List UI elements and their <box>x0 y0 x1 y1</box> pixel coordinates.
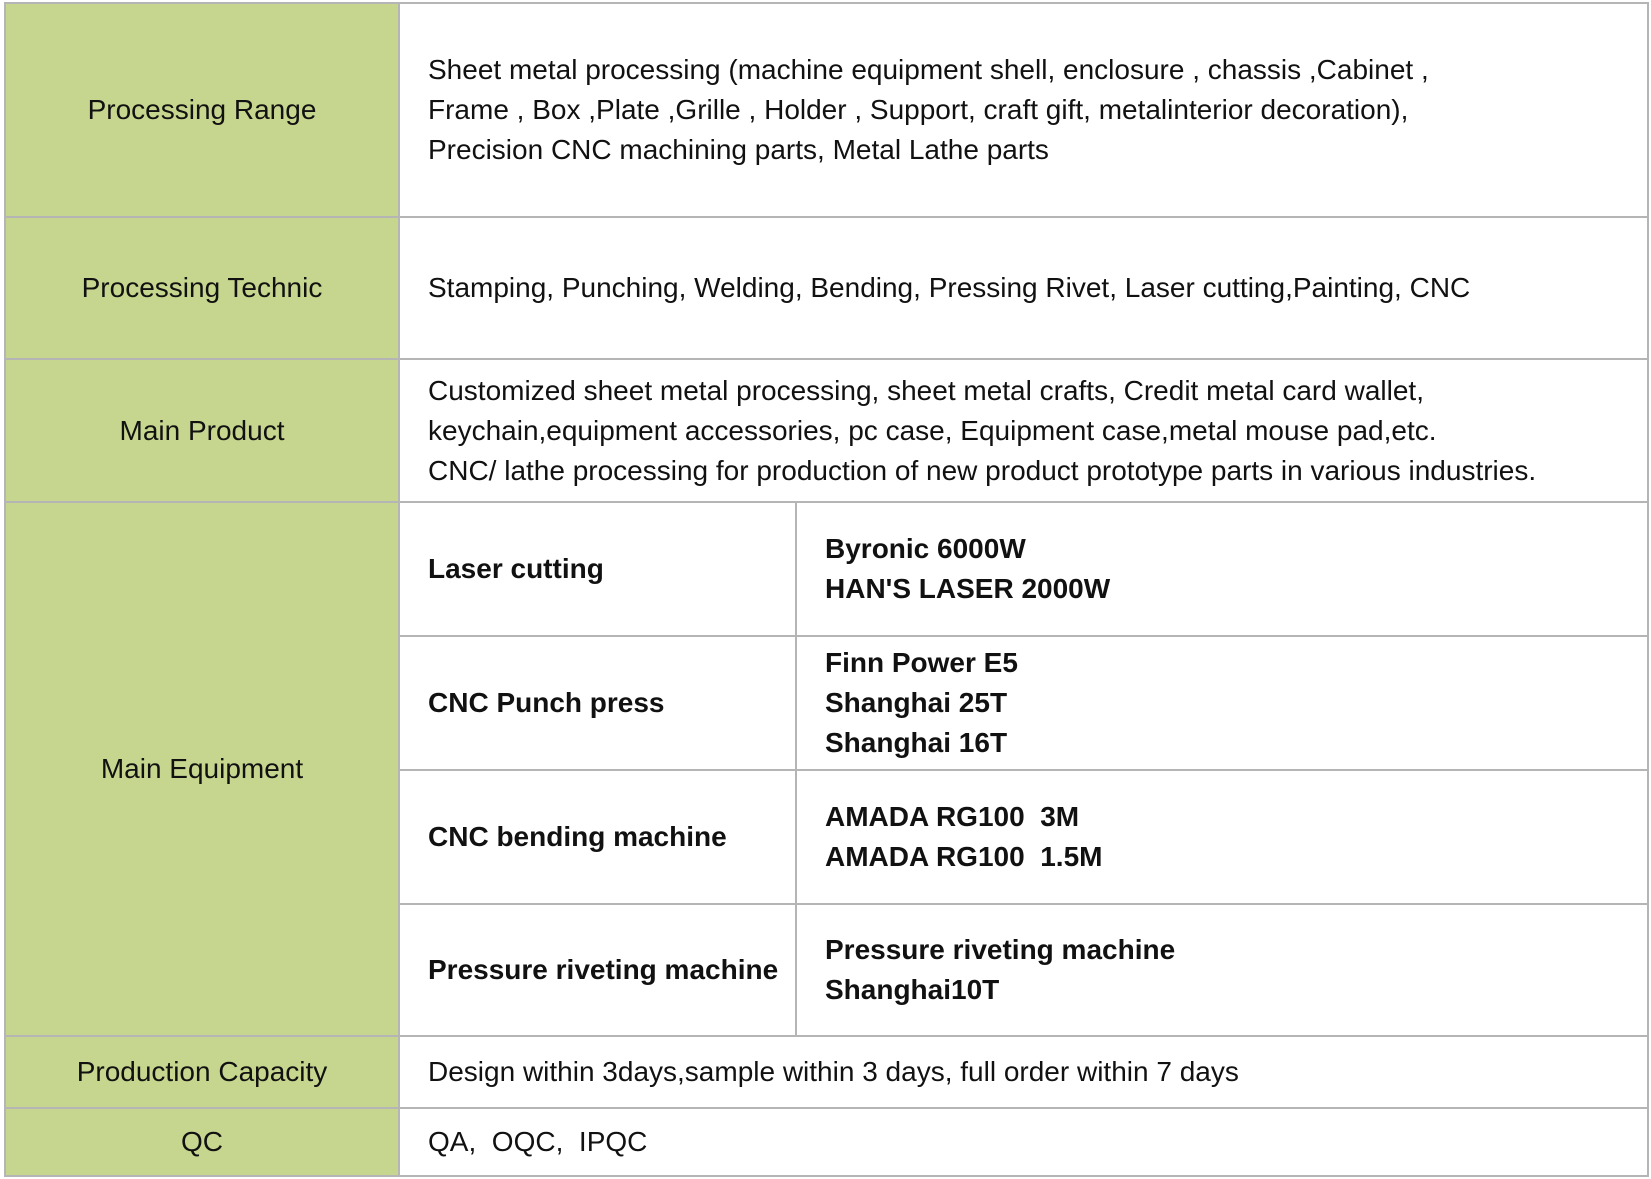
main-equipment-label <box>4 501 400 1037</box>
processing-technic-label <box>4 216 400 360</box>
main-product-label <box>4 358 400 503</box>
processing-range-line: Sheet metal processing (machine equipment shell, enclosure , chassis ,Cabinet , <box>428 54 1429 85</box>
equipment-model: AMADA RG100 1.5M <box>825 841 1103 872</box>
equipment-name-text: CNC Punch press <box>428 687 665 718</box>
main-product-line: Customized sheet metal processing, sheet metal crafts, Credit metal card wallet, <box>428 374 1424 406</box>
equipment-models-list <box>825 930 1175 1010</box>
processing-technic-value <box>398 216 1649 360</box>
equipment-name-text: Laser cutting <box>428 553 604 584</box>
processing-range-line: Precision CNC machining parts, Metal Lathe parts <box>428 134 1049 165</box>
production-capacity-label-text: Production Capacity <box>76 1056 328 1087</box>
equipment-name-cnc-punch-press <box>398 635 797 771</box>
production-capacity-text: Design within 3days,sample within 3 days, full order within 7 days <box>428 1056 1239 1087</box>
equipment-name-text: Pressure riveting machine <box>428 954 779 985</box>
equipment-model: Pressure riveting machine <box>825 934 1176 965</box>
equipment-name-laser-cutting <box>398 501 797 637</box>
production-capacity-label <box>4 1035 400 1109</box>
processing-range-label <box>4 2 400 218</box>
equipment-model: Finn Power E5 <box>825 647 1018 678</box>
main-product-value <box>398 358 1649 503</box>
equipment-model: AMADA RG100 3M <box>825 801 1080 832</box>
equipment-models-list <box>825 643 1018 763</box>
processing-range-label-text: Processing Range <box>87 94 317 125</box>
equipment-models-list <box>825 529 1110 609</box>
processing-range-line: Frame , Box ,Plate ,Grille , Holder , Support, craft gift, metalinterior decoration), <box>428 94 1409 125</box>
equipment-models-cnc-punch-press <box>795 635 1649 771</box>
processing-range-lines <box>428 50 1429 170</box>
equipment-name-text: CNC bending machine <box>428 821 727 852</box>
equipment-models-laser-cutting <box>795 501 1649 637</box>
main-product-lines <box>428 371 1536 491</box>
equipment-name-pressure-riveting-machine <box>398 903 797 1037</box>
equipment-model: Shanghai 16T <box>825 727 1008 758</box>
production-capacity-value <box>398 1035 1649 1109</box>
qc-text: QA, OQC, IPQC <box>428 1126 648 1157</box>
equipment-model: Shanghai10T <box>825 974 1000 1005</box>
processing-technic-label-text: Processing Technic <box>81 272 323 303</box>
qc-value <box>398 1107 1649 1177</box>
main-equipment-label-text: Main Equipment <box>100 753 304 784</box>
equipment-model: Shanghai 25T <box>825 687 1008 718</box>
equipment-models-list <box>825 797 1102 877</box>
equipment-models-cnc-bending-machine <box>795 769 1649 905</box>
equipment-name-cnc-bending-machine <box>398 769 797 905</box>
processing-range-value <box>398 2 1649 218</box>
equipment-model: HAN'S LASER 2000W <box>825 573 1111 604</box>
main-product-line: keychain,equipment accessories, pc case, Equipment case,metal mouse pad,etc. <box>428 414 1437 446</box>
equipment-model: Byronic 6000W <box>825 533 1026 564</box>
processing-technic-text: Stamping, Punching, Welding, Bending, Pressing Rivet, Laser cutting,Painting, CNC <box>428 272 1471 303</box>
equipment-models-pressure-riveting-machine <box>795 903 1649 1037</box>
qc-label-text: QC <box>181 1126 223 1157</box>
main-product-line: CNC/ lathe processing for production of new product prototype parts in various industries. <box>428 454 1537 486</box>
qc-label <box>4 1107 400 1177</box>
main-product-label-text: Main Product <box>119 414 285 446</box>
